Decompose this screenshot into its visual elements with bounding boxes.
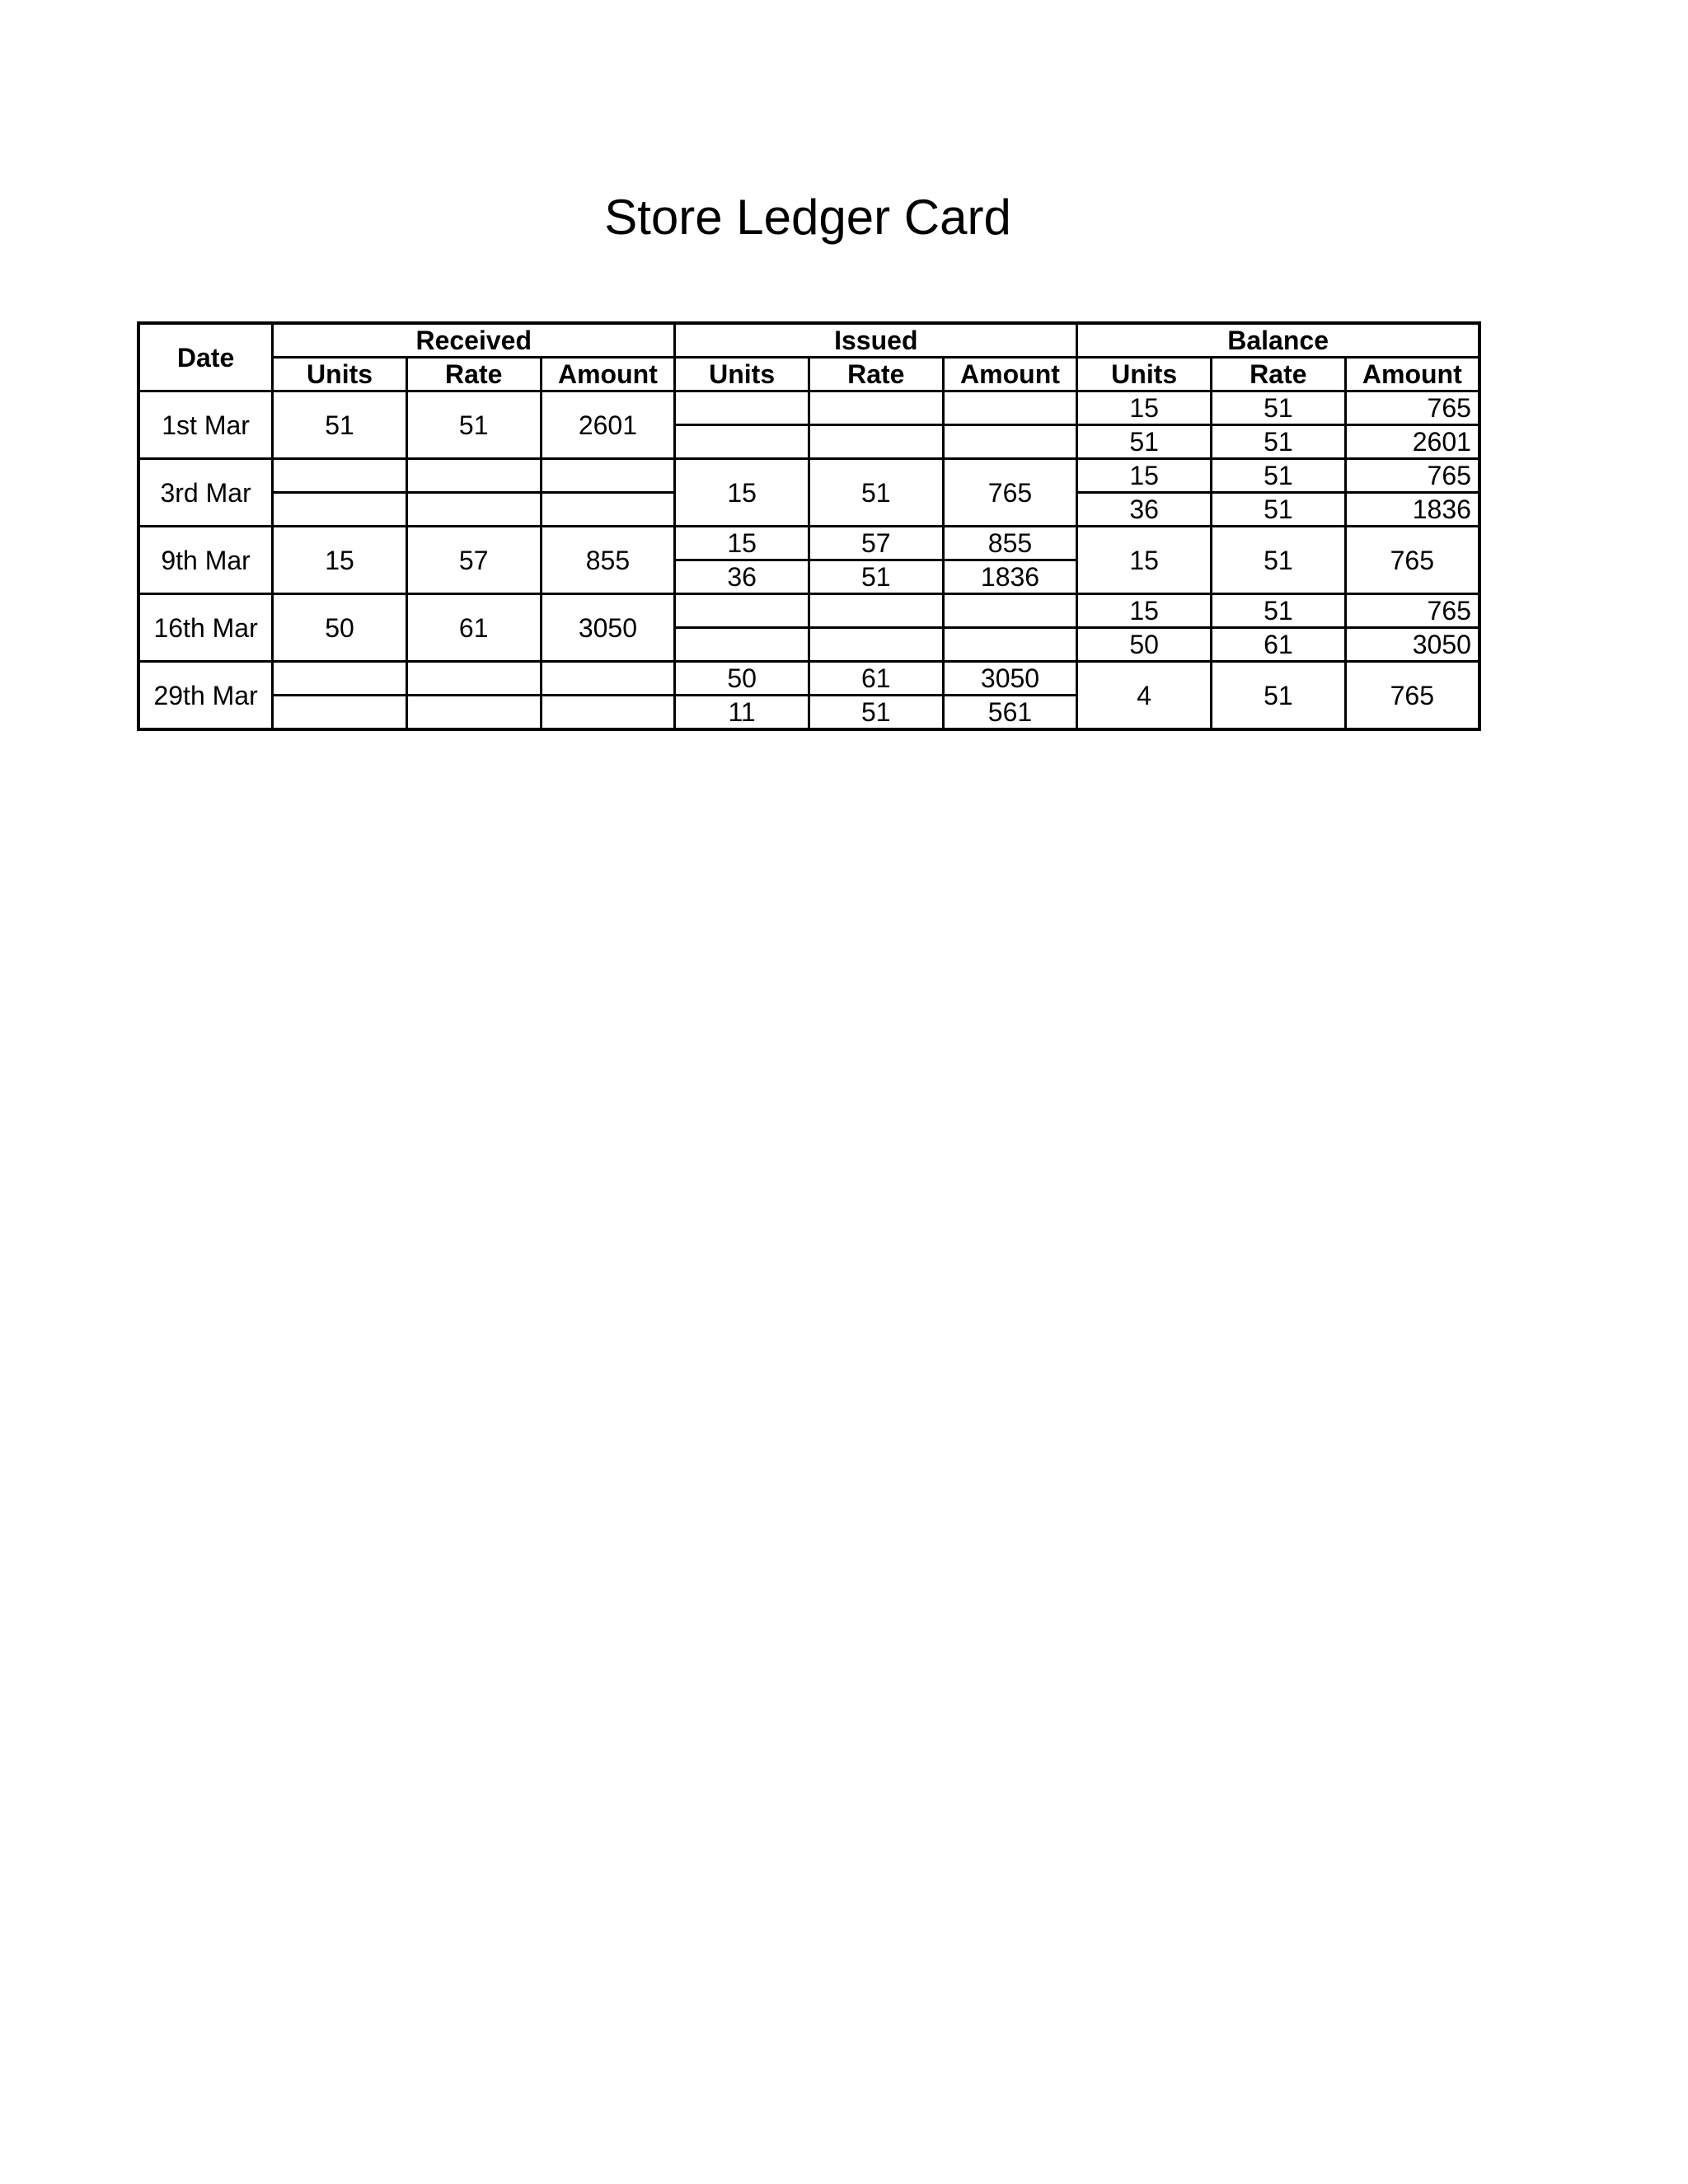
issued-units-cell <box>675 391 809 425</box>
table-row <box>138 527 1479 560</box>
date-cell: 9th Mar <box>138 527 273 594</box>
issued-rate-cell: 51 <box>809 560 943 594</box>
received-amount-cell <box>541 662 675 696</box>
issued-units-cell <box>675 628 809 662</box>
issued-amount-cell <box>943 628 1077 662</box>
issued-amount-cell: 561 <box>943 696 1077 730</box>
header-issued: Issued <box>675 323 1077 358</box>
issued-units-cell: 50 <box>675 662 809 696</box>
balance-amount-cell: 765 <box>1345 459 1479 493</box>
issued-amount-cell: 3050 <box>943 662 1077 696</box>
received-amount-cell: 3050 <box>541 594 675 662</box>
header-issued-units: Units <box>675 358 809 391</box>
issued-rate-cell <box>809 391 943 425</box>
balance-rate-cell: 61 <box>1212 628 1346 662</box>
balance-units-cell: 50 <box>1077 628 1212 662</box>
issued-amount-cell: 765 <box>943 459 1077 527</box>
balance-amount-cell: 765 <box>1345 391 1479 425</box>
received-units-cell: 15 <box>273 527 407 594</box>
header-balance-rate: Rate <box>1212 358 1346 391</box>
header-issued-rate: Rate <box>809 358 943 391</box>
issued-amount-cell: 1836 <box>943 560 1077 594</box>
header-row-sub <box>138 358 1479 391</box>
date-cell: 29th Mar <box>138 662 273 730</box>
received-units-cell <box>273 459 407 493</box>
received-units-cell <box>273 493 407 527</box>
balance-amount-cell: 1836 <box>1345 493 1479 527</box>
balance-units-cell: 15 <box>1077 527 1212 594</box>
balance-units-cell: 15 <box>1077 391 1212 425</box>
page-title: Store Ledger Card <box>604 190 1011 245</box>
header-balance: Balance <box>1077 323 1479 358</box>
header-received: Received <box>273 323 675 358</box>
issued-units-cell <box>675 425 809 459</box>
balance-rate-cell: 51 <box>1212 493 1346 527</box>
header-balance-units: Units <box>1077 358 1212 391</box>
table-row <box>138 459 1479 493</box>
issued-rate-cell <box>809 628 943 662</box>
received-rate-cell <box>406 493 541 527</box>
balance-amount-cell: 765 <box>1345 662 1479 730</box>
received-amount-cell: 2601 <box>541 391 675 459</box>
header-row-groups <box>138 323 1479 358</box>
received-amount-cell <box>541 696 675 730</box>
store-ledger-table <box>137 321 1481 731</box>
received-units-cell: 50 <box>273 594 407 662</box>
issued-rate-cell: 57 <box>809 527 943 560</box>
table-body <box>138 391 1479 730</box>
table-header <box>138 323 1479 391</box>
header-date: Date <box>138 323 273 391</box>
balance-rate-cell: 51 <box>1212 662 1346 730</box>
received-rate-cell <box>406 459 541 493</box>
received-rate-cell: 57 <box>406 527 541 594</box>
header-received-units: Units <box>273 358 407 391</box>
header-issued-amount: Amount <box>943 358 1077 391</box>
header-received-rate: Rate <box>406 358 541 391</box>
issued-rate-cell: 51 <box>809 459 943 527</box>
received-units-cell <box>273 696 407 730</box>
balance-units-cell: 15 <box>1077 594 1212 628</box>
balance-amount-cell: 765 <box>1345 594 1479 628</box>
issued-rate-cell: 61 <box>809 662 943 696</box>
issued-amount-cell: 855 <box>943 527 1077 560</box>
received-rate-cell: 61 <box>406 594 541 662</box>
balance-rate-cell: 51 <box>1212 425 1346 459</box>
received-amount-cell <box>541 459 675 493</box>
table-row <box>138 662 1479 696</box>
received-units-cell: 51 <box>273 391 407 459</box>
table-row <box>138 391 1479 425</box>
issued-units-cell: 11 <box>675 696 809 730</box>
header-received-amount: Amount <box>541 358 675 391</box>
balance-units-cell: 51 <box>1077 425 1212 459</box>
issued-amount-cell <box>943 594 1077 628</box>
received-rate-cell: 51 <box>406 391 541 459</box>
received-units-cell <box>273 662 407 696</box>
balance-units-cell: 15 <box>1077 459 1212 493</box>
received-amount-cell: 855 <box>541 527 675 594</box>
issued-rate-cell: 51 <box>809 696 943 730</box>
date-cell: 3rd Mar <box>138 459 273 527</box>
date-cell: 1st Mar <box>138 391 273 459</box>
received-rate-cell <box>406 696 541 730</box>
balance-amount-cell: 2601 <box>1345 425 1479 459</box>
issued-units-cell: 15 <box>675 459 809 527</box>
date-cell: 16th Mar <box>138 594 273 662</box>
balance-rate-cell: 51 <box>1212 391 1346 425</box>
issued-units-cell: 15 <box>675 527 809 560</box>
received-rate-cell <box>406 662 541 696</box>
balance-units-cell: 4 <box>1077 662 1212 730</box>
table-row <box>138 594 1479 628</box>
issued-amount-cell <box>943 391 1077 425</box>
issued-units-cell <box>675 594 809 628</box>
issued-rate-cell <box>809 594 943 628</box>
balance-units-cell: 36 <box>1077 493 1212 527</box>
balance-amount-cell: 3050 <box>1345 628 1479 662</box>
issued-rate-cell <box>809 425 943 459</box>
issued-units-cell: 36 <box>675 560 809 594</box>
header-balance-amount: Amount <box>1345 358 1479 391</box>
balance-rate-cell: 51 <box>1212 459 1346 493</box>
received-amount-cell <box>541 493 675 527</box>
balance-rate-cell: 51 <box>1212 527 1346 594</box>
issued-amount-cell <box>943 425 1077 459</box>
balance-rate-cell: 51 <box>1212 594 1346 628</box>
balance-amount-cell: 765 <box>1345 527 1479 594</box>
